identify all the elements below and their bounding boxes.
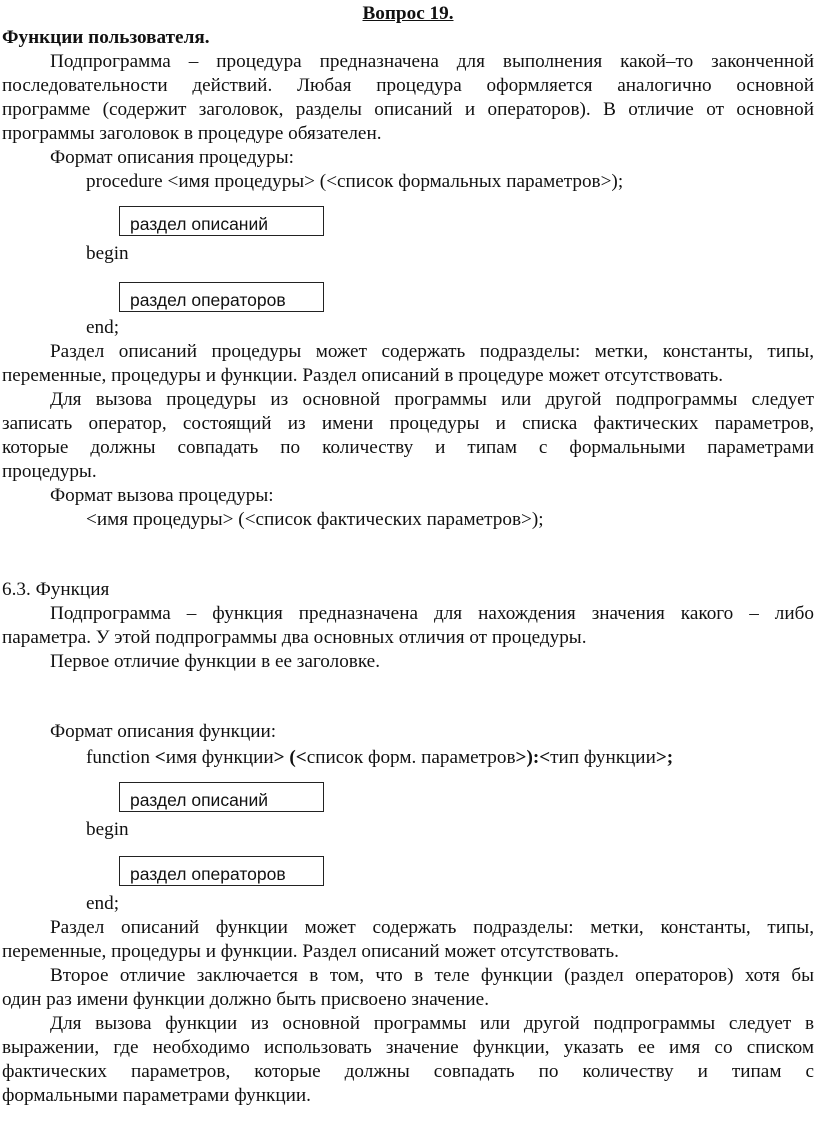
- func-statements-box: раздел операторов: [119, 856, 324, 886]
- func-intro-line: параметра. У этой подпрограммы два основных отличия от процедуры.: [2, 627, 587, 648]
- intro-line: программе (содержит заголовок, разделы описаний и операторов). В отличие от основной: [2, 99, 814, 120]
- proc-call-line: Для вызова процедуры из основной программы или другой подпрограммы следует: [50, 389, 814, 410]
- func-bracket: >;: [655, 747, 674, 768]
- func-bracket: >):<: [515, 747, 551, 768]
- proc-desc-line: Раздел описаний процедуры может содержать подразделы: метки, константы, типы,: [50, 341, 814, 362]
- proc-format-label: Формат описания процедуры:: [50, 147, 294, 168]
- func-second-difference-line: один раз имени функции должно быть присвоено значение.: [2, 989, 489, 1010]
- func-call-line: Для вызова функции из основной программы или другой подпрограммы следует в: [50, 1013, 814, 1034]
- proc-declarations-box: раздел описаний: [119, 206, 324, 236]
- proc-call-line: которые должны совпадать по количеству и типам с формальными параметрами: [2, 437, 814, 458]
- func-keyword: function: [86, 747, 155, 768]
- proc-call-line: процедуры.: [2, 461, 97, 482]
- intro-line: последовательности действий. Любая процедура оформляется аналогично основной: [2, 75, 814, 96]
- func-second-difference-line: Второе отличие заключается в том, что в теле функции (раздел операторов) хотя бы: [50, 965, 814, 986]
- func-header-code: [86, 746, 673, 770]
- proc-header-code: procedure <имя процедуры> (<список формальных параметров>);: [86, 171, 624, 192]
- func-call-line: фактических параметров, которые должны совпадать по количеству и типам с: [2, 1061, 814, 1082]
- proc-statements-box: раздел операторов: [119, 282, 324, 312]
- func-params-placeholder: список форм. параметров: [306, 747, 516, 768]
- section-heading: Функции пользователя.: [2, 27, 210, 48]
- proc-call-syntax: <имя процедуры> (<список фактических параметров>);: [86, 509, 544, 530]
- proc-call-format-label: Формат вызова процедуры:: [50, 485, 274, 506]
- func-format-label: Формат описания функции:: [50, 721, 277, 742]
- intro-line: Подпрограмма – процедура предназначена для выполнения какой–то законченной: [50, 51, 814, 72]
- func-bracket: <: [154, 747, 166, 768]
- func-declarations-box: раздел описаний: [119, 782, 324, 812]
- func-begin-keyword: begin: [86, 819, 129, 840]
- func-desc-line: Раздел описаний функции может содержать подразделы: метки, константы, типы,: [50, 917, 814, 938]
- page-title: Вопрос 19.: [362, 3, 454, 24]
- func-desc-line: переменные, процедуры и функции. Раздел описаний может отсутствовать.: [2, 941, 619, 962]
- intro-line: программы заголовок в процедуре обязателен.: [2, 123, 382, 144]
- func-call-line: формальными параметрами функции.: [2, 1085, 311, 1106]
- proc-end-keyword: end;: [86, 317, 120, 338]
- func-intro-line: Подпрограмма – функция предназначена для нахождения значения какого – либо: [50, 603, 814, 624]
- func-bracket: > (<: [273, 747, 307, 768]
- proc-begin-keyword: begin: [86, 243, 129, 264]
- func-type-placeholder: тип функции: [550, 747, 656, 768]
- func-end-keyword: end;: [86, 893, 120, 914]
- func-first-difference: Первое отличие функции в ее заголовке.: [50, 651, 380, 672]
- func-call-line: выражении, где необходимо использовать значение функции, указать ее имя со списком: [2, 1037, 814, 1058]
- proc-desc-line: переменные, процедуры и функции. Раздел описаний в процедуре может отсутствовать.: [2, 365, 724, 386]
- proc-call-line: записать оператор, состоящий из имени процедуры и списка фактических параметров,: [2, 413, 814, 434]
- func-name-placeholder: имя функции: [165, 747, 274, 768]
- function-section-heading: 6.3. Функция: [2, 579, 110, 600]
